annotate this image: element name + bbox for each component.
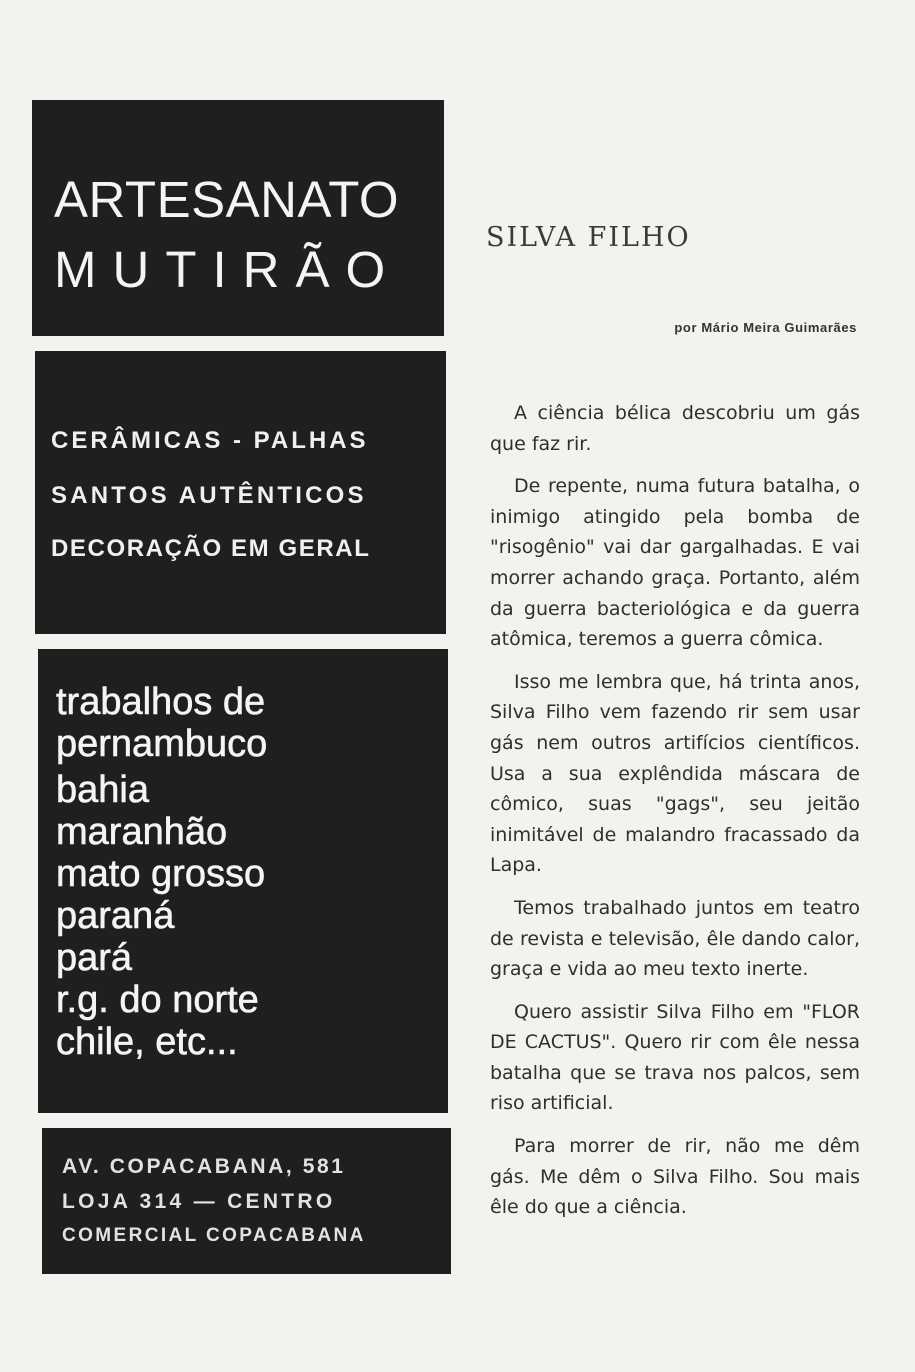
article-paragraph: A ciência bélica descobriu um gás que faz rir. <box>490 402 860 455</box>
ad-title-line2: MUTIRÃO <box>54 241 402 298</box>
ad-title-line1: ARTESANATO <box>54 171 400 228</box>
ad-category-decoration: DECORAÇÃO EM GERAL <box>51 535 371 562</box>
article-paragraph: Temos trabalhado juntos em teatro de revista e televisão, êle dando calor, graça e vida ao meu texto inerte. <box>490 896 860 981</box>
article-paragraph: Para morrer de rir, não me dêm gás. Me dêm o Silva Filho. Sou mais êle do que a ciência. <box>490 1135 860 1219</box>
ad-origins-list <box>56 681 267 1063</box>
ad-address-street: AV. COPACABANA, 581 <box>62 1155 346 1178</box>
ad-category-saints: SANTOS AUTÊNTICOS <box>51 482 367 509</box>
ad-origin-item: maranhão <box>56 811 228 853</box>
ad-categories-block <box>35 351 446 634</box>
ad-origin-item: pará <box>56 937 133 979</box>
article-title: SILVA FILHO <box>486 222 691 253</box>
ad-origin-item: pernambuco <box>56 723 268 765</box>
ad-category-ceramics: CERÂMICAS - PALHAS <box>51 427 369 454</box>
ad-origin-item: mato grosso <box>56 853 266 895</box>
ad-origin-item: paraná <box>56 895 175 937</box>
ad-origin-item: chile, etc... <box>56 1021 238 1063</box>
ad-origin-item: bahia <box>56 769 149 811</box>
ad-address-store: LOJA 314 — CENTRO <box>62 1190 336 1213</box>
article-byline: por Mário Meira Guimarães <box>674 320 857 335</box>
ad-title-block <box>32 100 444 336</box>
ad-origin-item: r.g. do norte <box>56 979 259 1021</box>
ad-address-center: COMERCIAL COPACABANA <box>62 1225 366 1246</box>
ad-origins-block <box>38 649 448 1113</box>
article-paragraph: De repente, numa futura batalha, o inimigo atingido pela bomba de "risogênio" vai dar gargalhadas. E vai morrer achando graça. Portanto, além da guerra bacteriológica e da guerra atômica, teremos a guerra cômica. <box>490 475 860 651</box>
ad-origin-item: trabalhos de <box>56 681 266 723</box>
article-body <box>490 398 860 1235</box>
ad-address-block <box>42 1128 451 1274</box>
article-paragraph: Quero assistir Silva Filho em "FLOR DE CACTUS". Quero rir com êle nessa batalha que se trava nos palcos, sem riso artificial. <box>490 1000 860 1115</box>
article-paragraph: Isso me lembra que, há trinta anos, Silva Filho vem fazendo rir sem usar gás nem outros artifícios científicos. Usa a sua explêndida máscara de cômico, suas "gags", seu jeitão inimitável de malandro fracassado da Lapa. <box>490 670 860 877</box>
